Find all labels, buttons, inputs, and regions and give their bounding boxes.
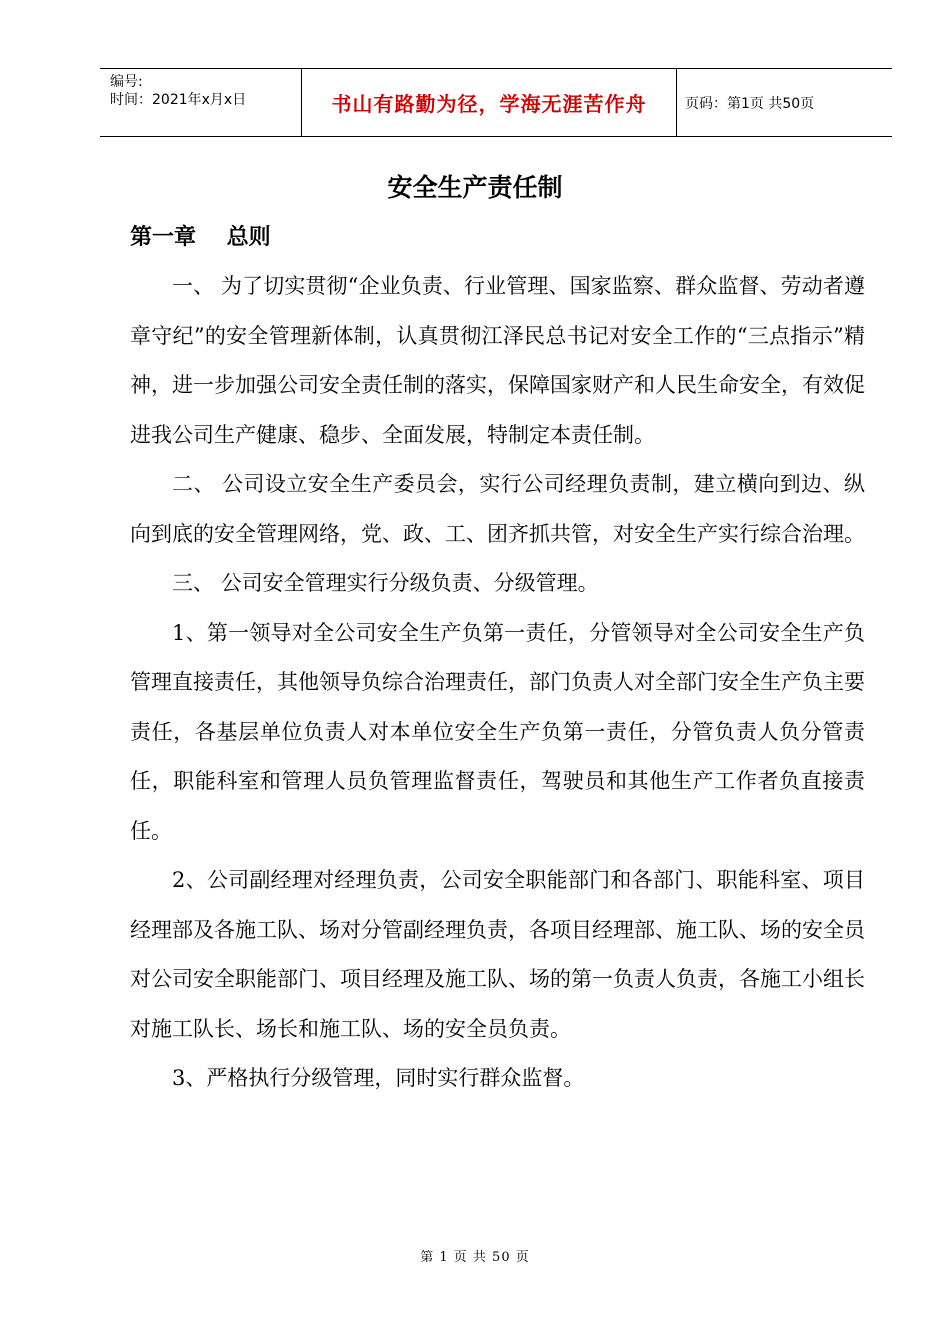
- document-number-label: 编号:: [110, 74, 143, 90]
- paragraph: 一、 为了切实贯彻“企业负责、行业管理、国家监察、群众监督、劳动者遵章守纪”的安全管理新体制，认真贯彻江泽民总书记对安全工作的“三点指示”精神，进一步加强公司安全责任制的落实，保障国家财产和人民生命安全，有效促进我公司生产健康、稳步、全面发展，特制定本责任制。: [130, 274, 865, 447]
- header-page-info: 页码：第1页 共50页: [685, 95, 815, 112]
- paragraph: 三、 公司安全管理实行分级负责、分级管理。: [172, 571, 599, 595]
- paragraph: 2、公司副经理对经理负责，公司安全职能部门和各部门、职能科室、项目经理部及各施工队、场对分管副经理负责，各项目经理部、施工队、场的安全员对公司安全职能部门、项目经理及施工队、场的第一负责人负责，各施工小组长对施工队长、场长和施工队、场的安全员负责。: [130, 868, 865, 1041]
- page-footer: 第 1 页 共 50 页: [420, 1250, 530, 1265]
- document-title: 安全生产责任制: [387, 173, 563, 202]
- header-meta-cell: [100, 69, 302, 136]
- paragraph: 二、 公司设立安全生产委员会，实行公司经理负责制，建立横向到边、纵向到底的安全管理网络，党、政、工、团齐抓共管，对安全生产实行综合治理。: [130, 472, 865, 546]
- document-time-label: 时间：2021年x月x日: [110, 92, 247, 108]
- paragraph: 3、严格执行分级管理，同时实行群众监督。: [172, 1066, 585, 1090]
- chapter-heading: 第一章 总则: [130, 225, 271, 250]
- header-motto: 书山有路勤为径，学海无涯苦作舟: [302, 69, 677, 136]
- document-body: [130, 262, 865, 1104]
- header-table: [100, 68, 892, 137]
- paragraph: 1、第一领导对全公司安全生产负第一责任，分管领导对全公司安全生产负管理直接责任，其他领导负综合治理责任，部门负责人对全部门安全生产负主要责任，各基层单位负责人对本单位安全生产负第一责任，分管负责人负分管责任，职能科室和管理人员负管理监督责任，驾驶员和其他生产工作者负直接责任。: [130, 620, 865, 843]
